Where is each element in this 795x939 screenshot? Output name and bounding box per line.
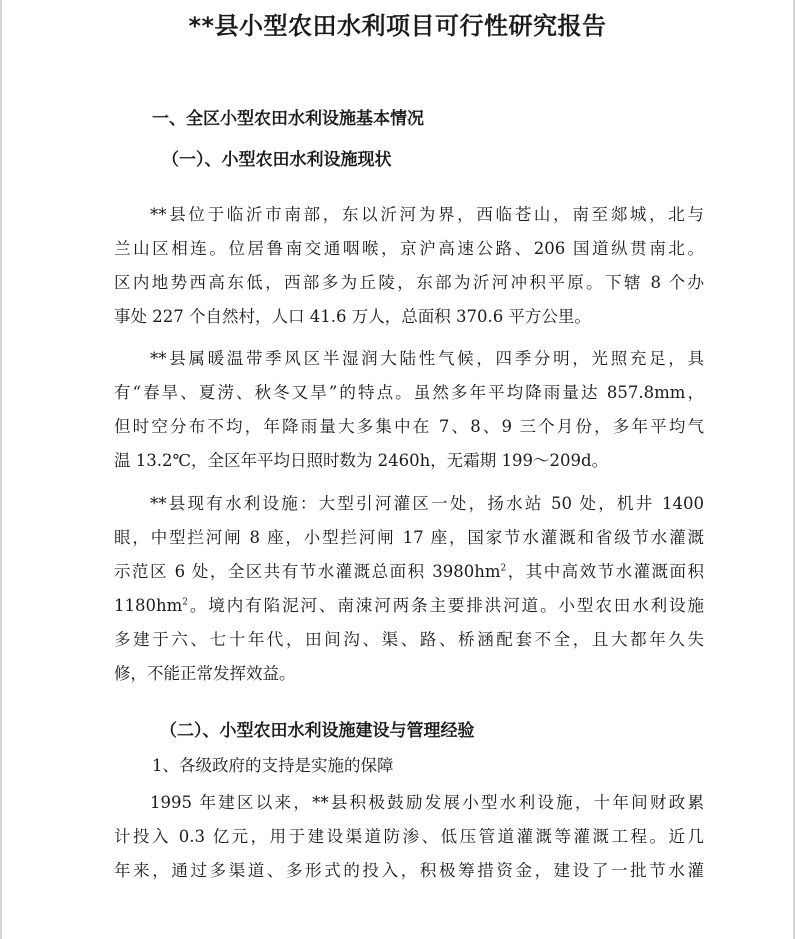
paragraph-line: 年来，通过多渠道、多形式的投入，积极筹措资金，建设了一批节水灌 bbox=[114, 861, 704, 880]
superscript-2: 2 bbox=[182, 597, 188, 608]
paragraph-location bbox=[114, 198, 704, 334]
paragraph-line: **县现有水利设施：大型引河灌区一处，扬水站 50 处，机井 1400 bbox=[150, 494, 704, 513]
paragraph-line: **县属暖温带季风区半湿润大陆性气候，四季分明，光照充足，具 bbox=[150, 349, 704, 368]
paragraph-facilities bbox=[114, 487, 704, 691]
line-part: 1180hm bbox=[114, 596, 183, 615]
document-title: **县小型农田水利项目可行性研究报告 bbox=[188, 12, 607, 40]
line-part: 。境内有陷泥河、南涑河两条主要排洪河道。小型农田水利设施 bbox=[188, 596, 704, 615]
paragraph-line bbox=[114, 589, 704, 623]
subsection-heading-2: （二）、小型农田水利设施建设与管理经验 bbox=[160, 721, 475, 741]
section-heading-1: 一、全区小型农田水利设施基本情况 bbox=[152, 109, 424, 129]
paragraph-line: 兰山区相连。位居鲁南交通咽喉，京沪高速公路、206 国道纵贯南北。 bbox=[114, 239, 704, 258]
paragraph-line: 但时空分布不均，年降雨量大多集中在 7、8、9 三个月份，多年平均气 bbox=[114, 417, 704, 436]
superscript-2: 2 bbox=[500, 563, 507, 574]
paragraph-line: 修，不能正常发挥效益。 bbox=[114, 664, 296, 683]
page-left-edge bbox=[0, 0, 2, 939]
line-part: ，其中高效节水灌溉面积 bbox=[506, 562, 704, 581]
paragraph-line: 有“春旱、夏涝、秋冬又旱”的特点。虽然多年平均降雨量达 857.8mm， bbox=[114, 383, 704, 402]
paragraph-line bbox=[114, 555, 704, 589]
list-item-1: 1、各级政府的支持是实施的保障 bbox=[152, 756, 394, 775]
paragraph-line: 多建于六、七十年代，田间沟、渠、路、桥涵配套不全，且大都年久失 bbox=[114, 630, 704, 649]
paragraph-line: 眼，中型拦河闸 8 座，小型拦河闸 17 座，国家节水灌溉和省级节水灌溉 bbox=[114, 528, 704, 547]
paragraph-line: 事处 227 个自然村，人口 41.6 万人，总面积 370.6 平方公里。 bbox=[114, 307, 591, 326]
paragraph-investment bbox=[114, 786, 704, 888]
subsection-heading-1: （一）、小型农田水利设施现状 bbox=[162, 150, 392, 170]
paragraph-line: **县位于临沂市南部，东以沂河为界，西临苍山，南至郯城，北与 bbox=[150, 205, 704, 224]
paragraph-line: 计投入 0.3 亿元，用于建设渠道防渗、低压管道灌溉等灌溉工程。近几 bbox=[114, 827, 704, 846]
paragraph-climate bbox=[114, 342, 704, 478]
paragraph-line: 1995 年建区以来，**县积极鼓励发展小型水利设施，十年间财政累 bbox=[150, 793, 704, 812]
line-part: 示范区 6 处，全区共有节水灌溉总面积 3980hm bbox=[114, 562, 501, 581]
paragraph-line: 温 13.2℃，全区年平均日照时数为 2460h，无霜期 199～209d。 bbox=[114, 451, 609, 470]
paragraph-line: 区内地势西高东低，西部多为丘陵，东部为沂河冲积平原。下辖 8 个办 bbox=[114, 273, 704, 292]
